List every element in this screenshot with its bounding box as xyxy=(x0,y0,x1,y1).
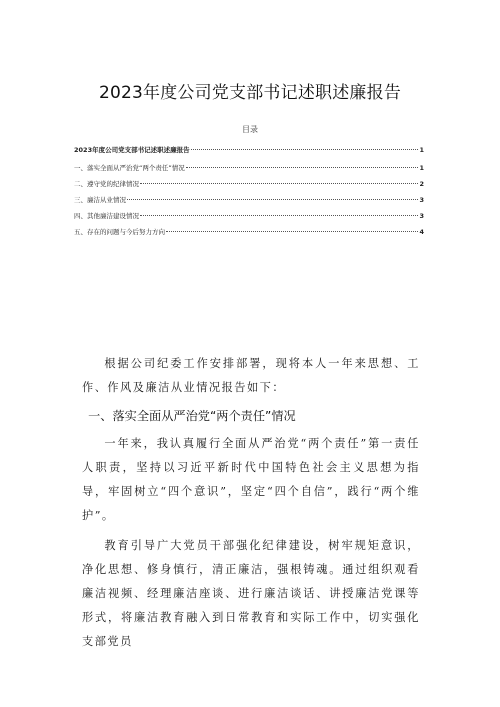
toc-entry-label: 三、廉洁从业情况 xyxy=(74,196,126,204)
toc-heading: 目录 xyxy=(242,125,258,134)
table-of-contents xyxy=(74,146,424,244)
document-title: 2023年度公司党支部书记述职述廉报告 xyxy=(98,83,402,103)
toc-leader-dots xyxy=(140,183,418,184)
intro-paragraph: 根据公司纪委工作安排部署，现将本人一年来思想、工作、作风及廉洁从业情况报告如下： xyxy=(82,357,420,394)
toc-entry-label: 一、落实全面从严治党“两个责任”情况 xyxy=(74,164,185,172)
toc-entry-section-5[interactable] xyxy=(74,228,424,236)
toc-page-number: 1 xyxy=(419,164,424,172)
toc-entry-label: 二、遵守党的纪律情况 xyxy=(74,180,139,188)
toc-entry-section-4[interactable] xyxy=(74,212,424,220)
toc-page-number: 4 xyxy=(419,228,424,236)
section-heading-1: 一、落实全面从严治党“两个责任”情况 xyxy=(88,409,296,423)
toc-page-number: 3 xyxy=(419,196,424,204)
toc-page-number: 2 xyxy=(419,180,424,188)
toc-entry-section-3[interactable] xyxy=(74,196,424,204)
toc-page-number: 3 xyxy=(419,212,424,220)
toc-entry-label: 四、其他廉洁建设情况 xyxy=(74,212,139,220)
body-paragraph-1: 一年来，我认真履行全面从严治党“两个责任”第一责任人职责，坚持以习近平新时代中国特色社会主义思想为指导，牢固树立“四个意识”，坚定“四个自信”，践行“两个维护”。 xyxy=(82,437,420,522)
report-body xyxy=(82,352,420,654)
toc-leader-dots xyxy=(127,199,418,200)
toc-entry-report-title[interactable] xyxy=(74,146,424,154)
toc-page-number: 1 xyxy=(419,146,424,154)
toc-entry-section-2[interactable] xyxy=(74,180,424,188)
toc-entry-label: 2023年度公司党支部书记述职述廉报告 xyxy=(74,146,190,154)
body-paragraph-2: 教育引导广大党员干部强化纪律建设，树牢规矩意识，净化思想、修身慎行，清正廉洁，强根铸魂。通过组织观看廉洁视频、经理廉洁座谈、进行廉洁谈话、讲授廉洁党课等形式，将廉洁教育融入到日常教育和实际工作中，切实强化支部党员 xyxy=(82,539,420,648)
toc-leader-dots xyxy=(166,231,418,232)
toc-entry-section-1[interactable] xyxy=(74,164,424,172)
toc-entry-label: 五、存在的问题与今后努力方向 xyxy=(74,228,165,236)
toc-leader-dots xyxy=(191,149,419,150)
toc-leader-dots xyxy=(140,215,418,216)
toc-leader-dots xyxy=(186,167,419,168)
